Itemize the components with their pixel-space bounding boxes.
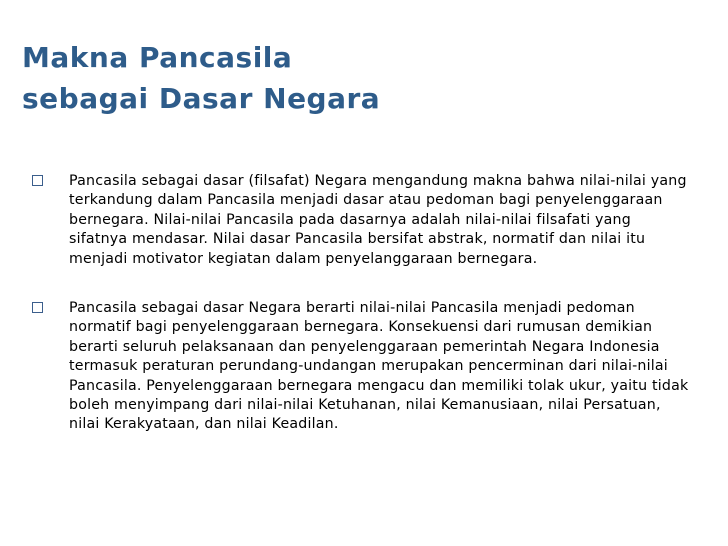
square-bullet-icon <box>32 175 43 186</box>
slide-title <box>22 38 622 119</box>
title-line-2 <box>22 79 622 120</box>
bullet-list <box>32 172 692 465</box>
bullet-text: Pancasila sebagai dasar Negara berarti nilai-nilai Pancasila menjadi pedoman normatif bagi penyelenggaraan bernegara. Konsekuensi dari rumusan demikian berarti seluruh pelaksanaan dan penyelenggaraan pemerintah Negara Indonesia termasuk peraturan perundang-undangan merupakan pencerminan dari nilai-nilai Pancasila. Penyelenggaraan bernegara mengacu dan memiliki tolak ukur, yaitu tidak boleh menyimpang dari nilai-nilai Ketuhanan, nilai Kemanusiaan, nilai Persatuan, nilai Kerakyataan, dan nilai Keadilan. <box>69 300 689 433</box>
bullet-item <box>32 299 692 435</box>
title-line-1: Makna Pancasila <box>22 41 293 74</box>
square-bullet-icon <box>32 302 43 313</box>
title-line-2-text: sebagai Dasar Negara <box>22 81 381 115</box>
bullet-text: Pancasila sebagai dasar (filsafat) Negara mengandung makna bahwa nilai-nilai yang terkandung dalam Pancasila menjadi dasar atau pedoman bagi penyelenggaraan bernegara. Nilai-nilai Pancasila pada dasarnya adalah nilai-nilai filsafati yang sifatnya mendasar. Nilai dasar Pancasila bersifat abstrak, normatif dan nilai itu menjadi motivator kegiatan dalam penyelanggaraan bernegara. <box>69 173 687 267</box>
bullet-item <box>32 172 692 269</box>
